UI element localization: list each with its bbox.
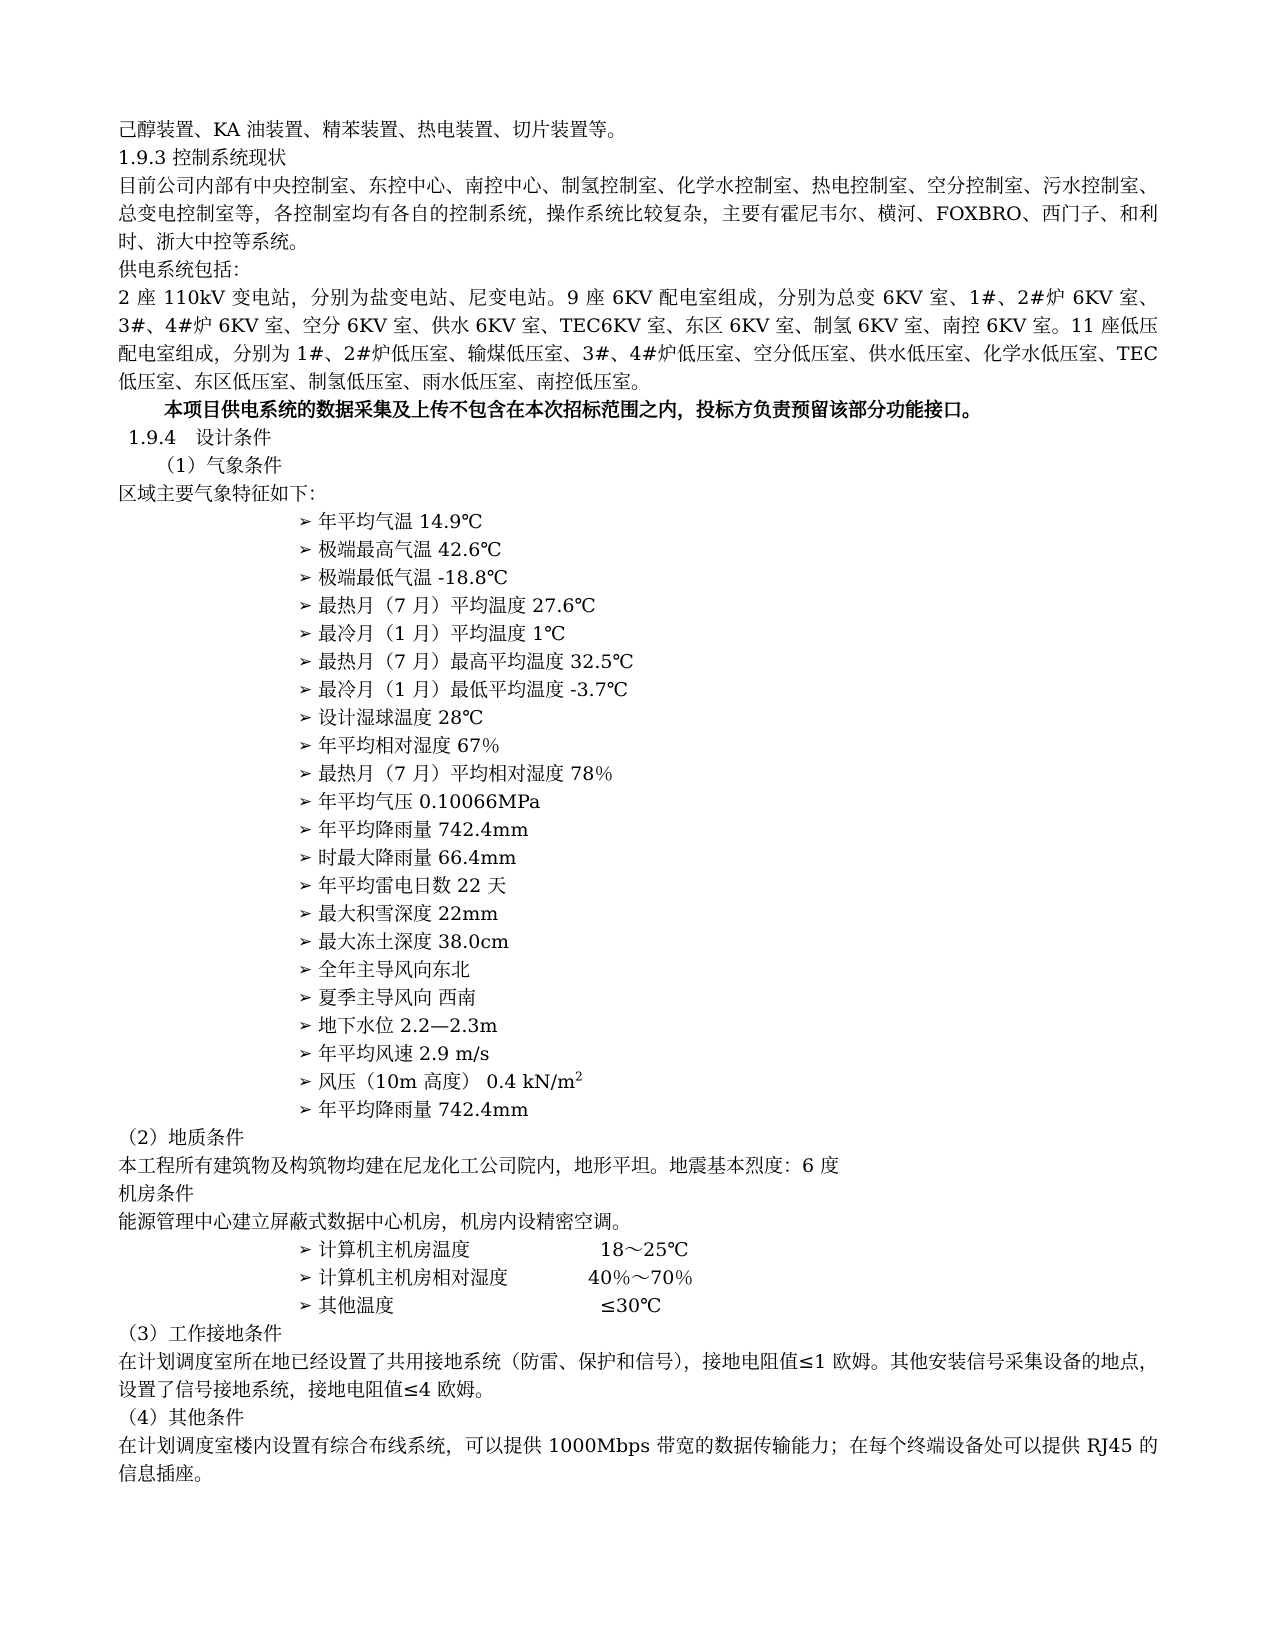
section-heading-194: 1.9.4 设计条件 [128,427,272,449]
list-item: ➢ 最热月（7 月）平均相对湿度 78％ [298,760,1158,788]
bold-note: 本项目供电系统的数据采集及上传不包含在本次招标范围之内，投标方负责预留该部分功能接口。 [164,399,982,421]
arrow-bullet-icon: ➢ [298,1268,313,1288]
weather-list [118,508,1158,1124]
list-item: ➢ 最热月（7 月）平均温度 27.6℃ [298,592,1158,620]
list-item: ➢ 夏季主导风向 西南 [298,984,1158,1012]
arrow-bullet-icon: ➢ [298,1296,313,1316]
list-item: ➢ 计算机主机房相对湿度 40％～70％ [298,1264,1158,1292]
arrow-bullet-icon: ➢ [298,988,313,1008]
arrow-bullet-icon: ➢ [298,876,313,896]
arrow-bullet-icon: ➢ [298,1044,313,1064]
arrow-bullet-icon: ➢ [298,540,313,560]
list-item: ➢ 年平均雷电日数 22 天 [298,872,1158,900]
list-item: ➢ 年平均气压 0.10066MPa [298,788,1158,816]
control-system-paragraph: 目前公司内部有中央控制室、东控中心、南控中心、制氢控制室、化学水控制室、热电控制室、空分控制室、污水控制室、总变电控制室等，各控制室均有各自的控制系统，操作系统比较复杂，主要有霍尼韦尔、横河、FOXBRO、西门子、和利时、浙大中控等系统。 [118,175,1158,253]
arrow-bullet-icon: ➢ [298,792,313,812]
list-item: ➢ 最大积雪深度 22mm [298,900,1158,928]
list-item: ➢ 最大冻土深度 38.0cm [298,928,1158,956]
arrow-bullet-icon: ➢ [298,1072,313,1092]
power-supply-heading: 供电系统包括： [118,259,252,281]
arrow-bullet-icon: ➢ [298,848,313,868]
arrow-bullet-icon: ➢ [298,1240,313,1260]
list-item: ➢ 最冷月（1 月）最低平均温度 -3.7℃ [298,676,1158,704]
arrow-bullet-icon: ➢ [298,512,313,532]
list-item: ➢ 风压（10m 高度） 0.4 $kN/m^2$ [298,1068,1158,1096]
list-item: ➢ 极端最高气温 42.6℃ [298,536,1158,564]
arrow-bullet-icon: ➢ [298,736,313,756]
arrow-bullet-icon: ➢ [298,624,313,644]
arrow-bullet-icon: ➢ [298,820,313,840]
list-item: ➢ 时最大降雨量 66.4mm [298,844,1158,872]
list-item: ➢ 极端最低气温 -18.8℃ [298,564,1158,592]
section-heading-193: 1.9.3 控制系统现状 [118,147,287,169]
intro-line: 己醇装置、KA 油装置、精苯装置、热电装置、切片装置等。 [118,119,627,141]
list-item: ➢ 年平均降雨量 742.4mm [298,816,1158,844]
list-item: ➢ 年平均风速 2.9 m/s [298,1040,1158,1068]
list-item: ➢ 地下水位 2.2—2.3m [298,1012,1158,1040]
arrow-bullet-icon: ➢ [298,764,313,784]
arrow-bullet-icon: ➢ [298,708,313,728]
power-supply-paragraph: 2 座 110kV 变电站，分别为盐变电站、尼变电站。9 座 6KV 配电室组成，分别为总变 6KV 室、1#、2#炉 6KV 室、3#、4#炉 6KV 室、空分 6KV 室、供水 6KV 室、TEC6KV 室、东区 6KV 室、制氢 6KV 室、南控 6KV 室。11 座低压配电室组成，分别为 1#、2#炉低压室、输煤低压室、3#、4#炉低压室、空分低压室、供水低压室、化学水低压室、TEC 低压室、东区低压室、制氢低压室、雨水低压室、南控低压室。 [118,287,1158,393]
arrow-bullet-icon: ➢ [298,904,313,924]
list-item: ➢ 年平均相对湿度 67％ [298,732,1158,760]
other-paragraph: 在计划调度室楼内设置有综合布线系统，可以提供 1000Mbps 带宽的数据传输能力；在每个终端设备处可以提供 RJ45 的信息插座。 [118,1435,1158,1485]
arrow-bullet-icon: ➢ [298,652,313,672]
arrow-bullet-icon: ➢ [298,596,313,616]
machine-room-paragraph: 能源管理中心建立屏蔽式数据中心机房，机房内设精密空调。 [118,1211,632,1233]
other-heading: （4）其他条件 [118,1407,245,1429]
arrow-bullet-icon: ➢ [298,680,313,700]
grounding-heading: （3）工作接地条件 [118,1323,283,1345]
arrow-bullet-icon: ➢ [298,568,313,588]
list-item: ➢ 年平均气温 14.9℃ [298,508,1158,536]
weather-heading: （1）气象条件 [156,455,283,477]
machine-room-list [118,1236,1158,1320]
geology-paragraph: 本工程所有建筑物及构筑物均建在尼龙化工公司院内，地形平坦。地震基本烈度：6 度 [118,1155,840,1177]
list-item: ➢ 年平均降雨量 742.4mm [298,1096,1158,1124]
machine-room-heading: 机房条件 [118,1183,195,1205]
list-item: ➢ 最热月（7 月）最高平均温度 32.5℃ [298,648,1158,676]
list-item: ➢ 全年主导风向东北 [298,956,1158,984]
document-page [118,116,1158,1488]
arrow-bullet-icon: ➢ [298,1016,313,1036]
list-item: ➢ 最冷月（1 月）平均温度 1℃ [298,620,1158,648]
list-item: ➢ 设计湿球温度 28℃ [298,704,1158,732]
arrow-bullet-icon: ➢ [298,932,313,952]
list-item: ➢ 其他温度 ≤30℃ [298,1292,1158,1320]
weather-intro: 区域主要气象特征如下： [118,483,328,505]
list-item: ➢ 计算机主机房温度 18～25℃ [298,1236,1158,1264]
geology-heading: （2）地质条件 [118,1127,245,1149]
arrow-bullet-icon: ➢ [298,1100,313,1120]
grounding-paragraph: 在计划调度室所在地已经设置了共用接地系统（防雷、保护和信号），接地电阻值≤1 欧姆。其他安装信号采集设备的地点，设置了信号接地系统，接地电阻值≤4 欧姆。 [118,1351,1158,1401]
arrow-bullet-icon: ➢ [298,960,313,980]
